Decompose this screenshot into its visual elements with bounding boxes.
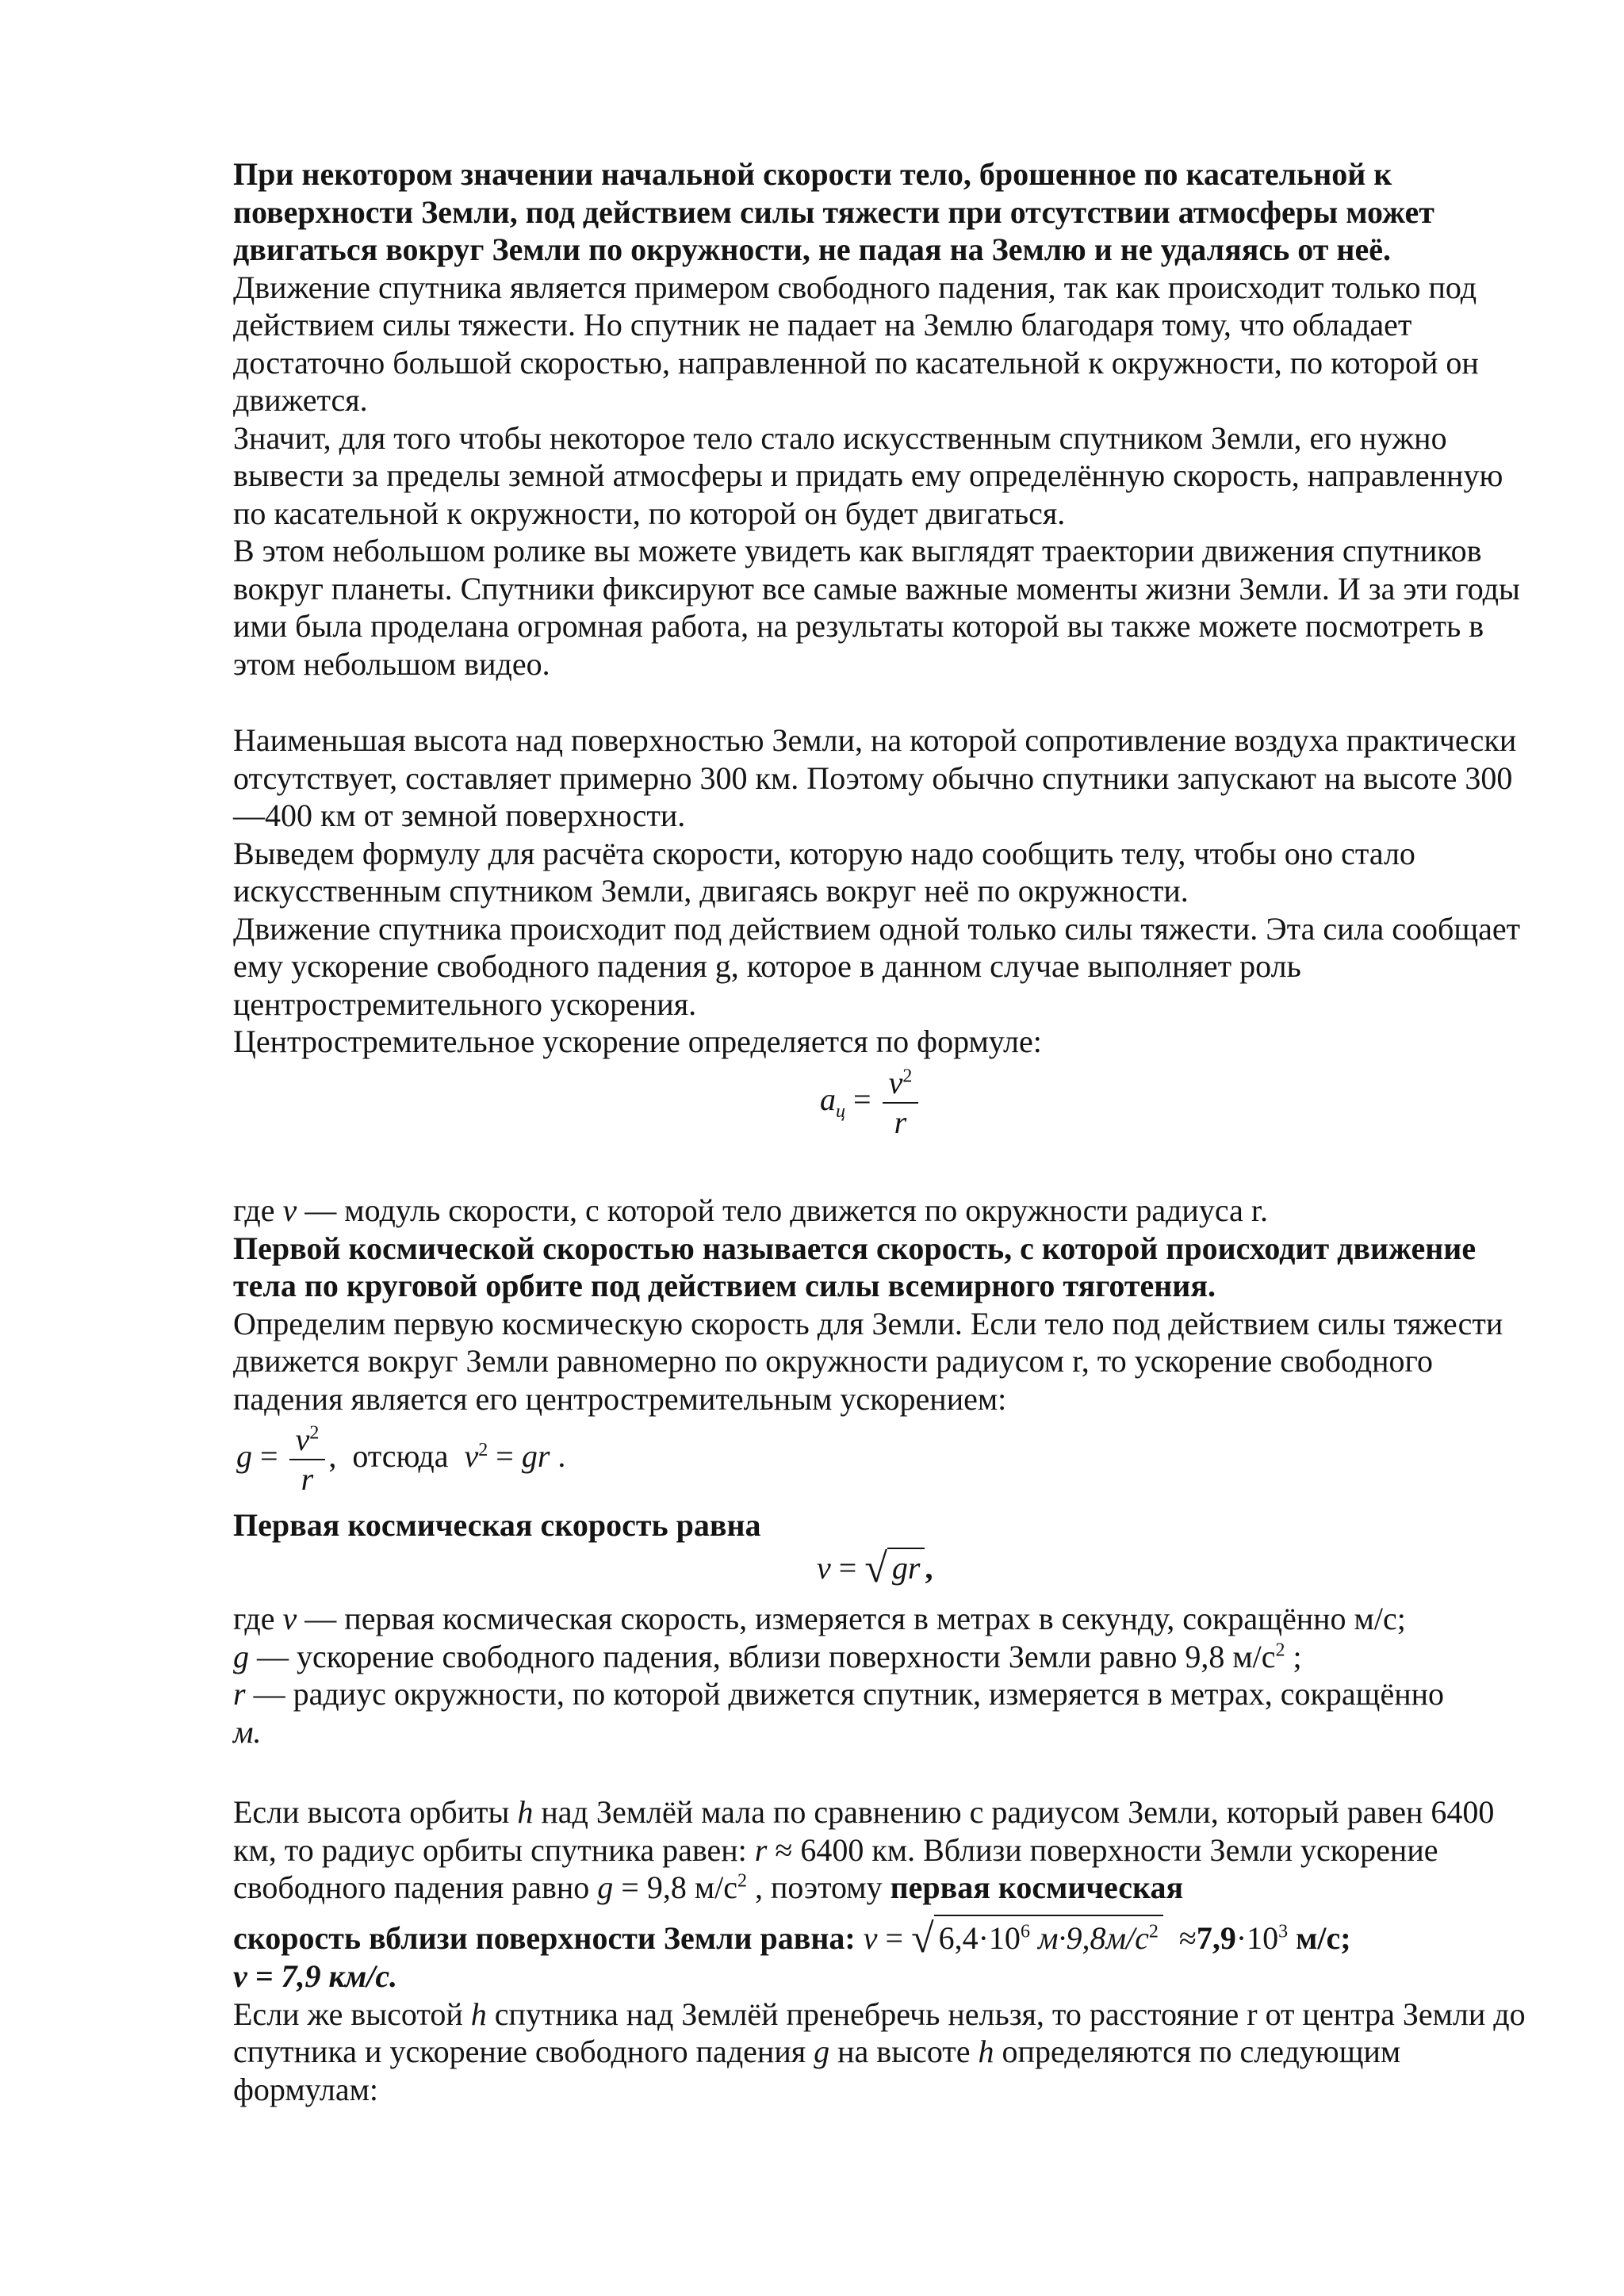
near-earth-approx: ≈ xyxy=(1178,1919,1197,1956)
formula2-den: r xyxy=(301,1461,314,1497)
formula2-g: g xyxy=(236,1438,252,1475)
paragraph-free-fall: Движение спутника является примером свободного падения, так как происходит только под действием силы тяжести. Но спутник не падает на Землю благодаря тому, что обладает достаточно большой скоростью, направленной по касательной к окружности, по которой он движется. xyxy=(233,269,1479,418)
height-d4: определяются по следующим формулам: xyxy=(233,2034,1401,2107)
height-h2: h xyxy=(978,2034,994,2069)
variables-block xyxy=(233,1600,1534,1751)
paragraph-near-earth-speed xyxy=(233,1915,1534,1961)
paragraph-derive-formula: Выведем формулу для расчёта скорости, которую надо сообщить телу, чтобы оно стало искусственным спутником Земли, двигаясь вокруг неё по окружности. xyxy=(233,835,1415,909)
formula-centripetal-acceleration xyxy=(820,1067,921,1138)
formula-v-sqrt-gr xyxy=(817,1548,933,1590)
orbit-a3: ≈ 6400 км. Вблизи поверхности Земли ускорение свободного падения равно xyxy=(233,1831,1438,1905)
var-v: v xyxy=(282,1601,297,1636)
variable-g-line xyxy=(233,1638,1534,1676)
var-g-sup: 2 xyxy=(1275,1640,1285,1661)
formula2-gr: gr xyxy=(521,1438,550,1475)
formula1-lhs: a xyxy=(820,1081,836,1118)
formula1-eq: = xyxy=(853,1081,871,1118)
paragraph-video: В этом небольшом ролике вы можете увидеть как выглядят траектории движения спутников вокруг планеты. Спутники фиксируют все самые важные моменты жизни Земли. И за эти годы ими была проделана огромная работа, на результаты которой вы также можете посмотреть в этом небольшом видео. xyxy=(233,533,1520,682)
var-r-text: — радиус окружности, по которой движется спутник, измеряется в метрах, сокращённо xyxy=(245,1676,1445,1712)
near-earth-result2: ·10 xyxy=(1235,1919,1279,1956)
formula1-num-sup: 2 xyxy=(902,1066,913,1087)
orbit-a4: = 9,8 м/с xyxy=(613,1869,738,1905)
height-d1: Если же высотой xyxy=(233,1996,471,2032)
paragraph-orbit-height xyxy=(233,1793,1534,1907)
formula1-den: r xyxy=(894,1104,907,1140)
formula2-num: v xyxy=(295,1422,310,1457)
orbit-a4-sup: 2 xyxy=(737,1870,748,1892)
near-earth-v: v xyxy=(863,1919,878,1956)
var-g-end: ; xyxy=(1285,1638,1302,1674)
near-earth-radicand: 6,4·10 xyxy=(938,1919,1021,1956)
orbit-a2: над Землёй мала по сравнению с радиусом Земли, который равен 6400 км, то радиус орбиты спутника равен: xyxy=(233,1794,1495,1868)
height-d3: на высоте xyxy=(829,2034,979,2069)
formula2-dot: . xyxy=(557,1438,566,1475)
var-r-unit: м. xyxy=(233,1713,262,1750)
height-h1: h xyxy=(470,1996,487,2032)
formula2-eq: = xyxy=(260,1438,278,1475)
orbit-a5-bold: первая космическая xyxy=(890,1869,1184,1905)
paragraph-where-v xyxy=(233,1192,1534,1230)
orbit-r: r xyxy=(754,1831,768,1868)
formula1-fraction xyxy=(883,1067,919,1138)
paragraph-min-height: Наименьшая высота над поверхностью Земли, на которой сопротивление воздуха практически отсутствует, составляет примерно 300 км. Поэтому обычно спутники запускают на высоте 300—400 км от земной поверхности. xyxy=(233,722,1517,833)
formula2-num-sup: 2 xyxy=(309,1422,320,1444)
near-earth-rad-sup2: 2 xyxy=(1148,1921,1159,1942)
formula2-v-sup: 2 xyxy=(478,1439,488,1460)
orbit-a5: , поэтому xyxy=(747,1869,891,1905)
formula2-v: v xyxy=(464,1438,479,1475)
paragraph-determine: Определим первую космическую скорость для Земли. Если тело под действием силы тяжести движется вокруг Земли равномерно по окружности радиусом r, то ускорение свободного падения является его центростремительным ускорением: xyxy=(233,1305,1503,1417)
formula-g-equals xyxy=(236,1424,565,1495)
near-earth-bold: скорость вблизи поверхности Земли равна: xyxy=(233,1919,856,1956)
variable-v-line xyxy=(233,1600,1534,1638)
formula2-fraction xyxy=(289,1424,326,1495)
result-v-text: v = 7,9 км/с. xyxy=(233,1958,398,1994)
derivation-block xyxy=(233,721,1534,1061)
where-rest: — модуль скорости, с которой тело движется по окружности радиуса r. xyxy=(297,1192,1268,1228)
formula3-radicand: gr xyxy=(891,1550,921,1586)
formula2-comma: , xyxy=(328,1438,337,1475)
near-earth-unit: м/с; xyxy=(1288,1919,1351,1956)
var-r: r xyxy=(233,1676,246,1712)
height-g: g xyxy=(814,2034,830,2069)
first-cosmic-heading-block xyxy=(233,1506,1534,1544)
first-cosmic-heading: Первая космическая скорость равна xyxy=(233,1507,761,1543)
first-cosmic-definition: Первой космической скоростью называется скорость, с которой происходит движение тела по круговой орбите под действием силы всемирного тяготения. xyxy=(233,1230,1477,1303)
formula3-v: v xyxy=(817,1550,831,1586)
near-earth-eq: = xyxy=(885,1919,904,1956)
intro-block xyxy=(233,155,1534,683)
near-earth-block xyxy=(233,1793,1534,2108)
height-d2: спутника над Землёй пренебречь нельзя, то расстояние r от центра Земли до спутника и ускорение свободного падения xyxy=(233,1996,1526,2069)
orbit-h: h xyxy=(517,1794,534,1830)
near-earth-rad-rest: м·9,8м/с xyxy=(1037,1919,1149,1956)
paragraph-gravity-only: Движение спутника происходит под действием одной только силы тяжести. Эта сила сообщает ему ускорение свободного падения g, которое в данном случае выполняет роль центростремительного ускорения. xyxy=(233,910,1521,1022)
formula2-eq2: = xyxy=(496,1438,514,1475)
intro-bold-paragraph: При некотором значении начальной скорости тело, брошенное по касательной к поверхности Земли, под действием силы тяжести при отсутствии атмосферы может двигаться вокруг Земли по окружности, не падая на Землю и не удаляясь от неё. xyxy=(233,156,1434,267)
result-v-79 xyxy=(233,1957,1534,1996)
near-earth-sqrt: √ $6,4\cdot 10^6$ $м\cdot 9,8м/с^2$ xyxy=(911,1915,1163,1958)
formula3-comma: , xyxy=(925,1550,933,1586)
formula1-num: v xyxy=(888,1065,903,1100)
near-earth-rad-sup: 6 xyxy=(1020,1921,1030,1942)
formula3-eq: = xyxy=(838,1550,857,1586)
orbit-a1: Если высота орбиты xyxy=(233,1794,518,1830)
paragraph-artificial-satellite: Значит, для того чтобы некоторое тело стало искусственным спутником Земли, его нужно вывести за пределы земной атмосферы и придать ему определённую скорость, направленную по касательной к окружности, по которой он будет двигаться. xyxy=(233,419,1503,531)
paragraph-height-not-negligible xyxy=(233,1996,1534,2109)
paragraph-centripetal-intro: Центростремительное ускорение определяется по формуле: xyxy=(233,1024,1042,1059)
formula1-lhs-sub: ц xyxy=(836,1101,845,1123)
where-v: v xyxy=(282,1192,297,1228)
near-earth-result-sup: 3 xyxy=(1278,1921,1289,1942)
var-v-prefix: где xyxy=(233,1601,283,1636)
sqrt-sign: √ gr xyxy=(864,1548,925,1590)
where-prefix: где xyxy=(233,1192,283,1228)
formula2-otsyuda: отсюда xyxy=(352,1438,449,1475)
orbit-g: g xyxy=(597,1869,614,1905)
var-v-text: — первая космическая скорость, измеряется в метрах в секунду, сокращённо м/с; xyxy=(297,1601,1406,1636)
var-g-text: — ускорение свободного падения, вблизи поверхности Земли равно 9,8 м/с xyxy=(249,1638,1276,1674)
near-earth-result: 7,9 xyxy=(1196,1919,1236,1956)
definition-block xyxy=(233,1192,1534,1418)
variable-r-line xyxy=(233,1675,1534,1751)
var-g: g xyxy=(233,1638,249,1674)
